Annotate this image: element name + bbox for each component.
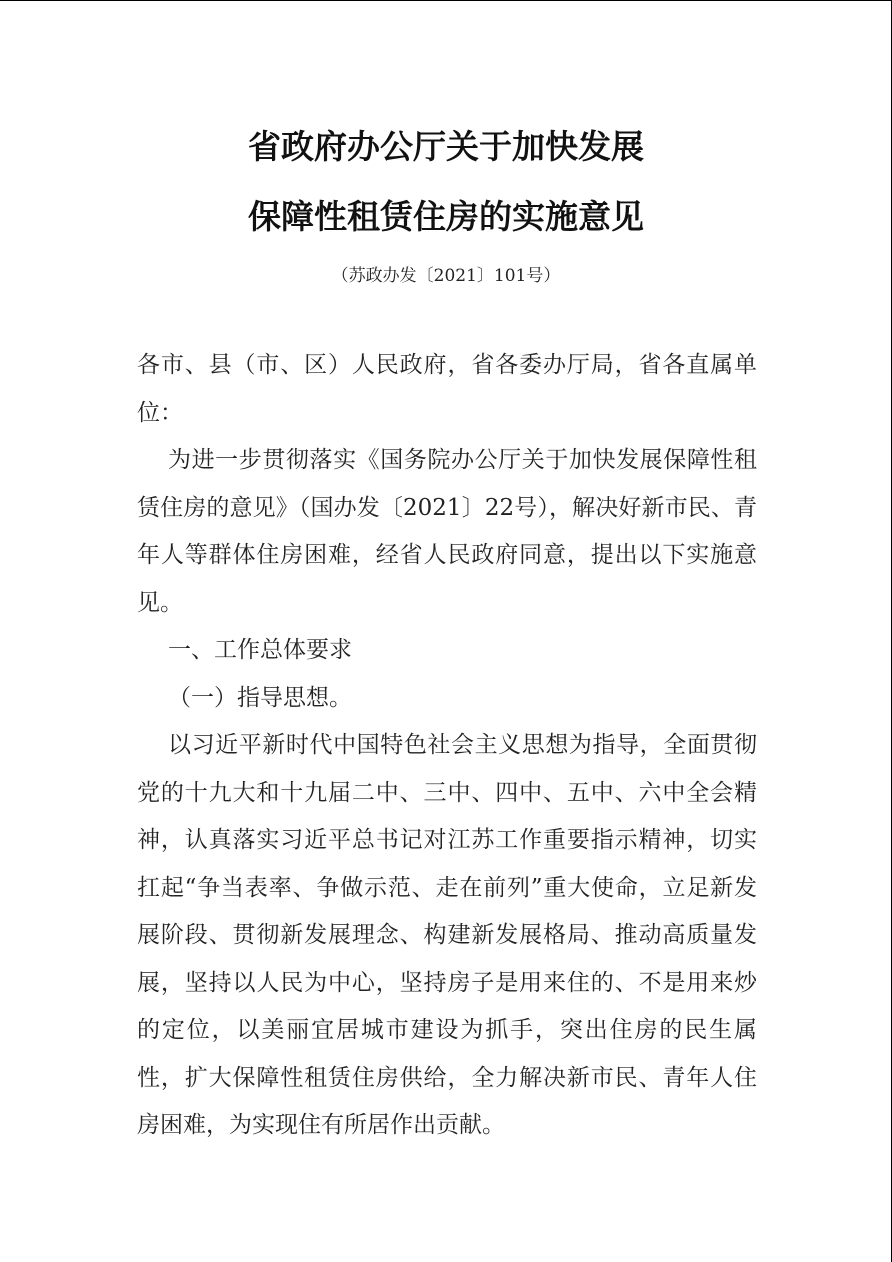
addressee-paragraph: 各市、县（市、区）人民政府，省各委办厅局，省各直属单位： (137, 352, 757, 426)
guiding-paragraph: 以习近平新时代中国特色社会主义思想为指导，全面贯彻党的十九大和十九届二中、三中、四中、五中、六中全会精神，认真落实习近平总书记对江苏工作重要指示精神，切实扛起“争当表率、争做示范、走在前列”重大使命，立足新发展阶段、贯彻新发展理念、构建新发展格局、推动高质量发展，坚持以人民为中心，坚持房子是用来住的、不是用来炒的定位，以美丽宜居城市建设为抓手，突出住房的民生属性，扩大保障性租赁住房供给，全力解决新市民、青年人住房困难，为实现住有所居作出贡献。 (137, 732, 757, 1138)
document-body (137, 342, 757, 1150)
document-title-line-2: 保障性租赁住房的实施意见 (248, 197, 644, 236)
intro-paragraph: 为进一步贯彻落实《国务院办公厅关于加快发展保障性租赁住房的意见》（国办发〔2021〕22号），解决好新市民、青年人等群体住房困难，经省人民政府同意，提出以下实施意见。 (137, 447, 757, 616)
document-title-line-1: 省政府办公厅关于加快发展 (248, 127, 644, 166)
subsection-heading: （一）指导思想。 (168, 684, 352, 711)
document-number: （苏政办发〔2021〕101号） (331, 266, 561, 286)
section-heading: 一、工作总体要求 (168, 637, 352, 663)
